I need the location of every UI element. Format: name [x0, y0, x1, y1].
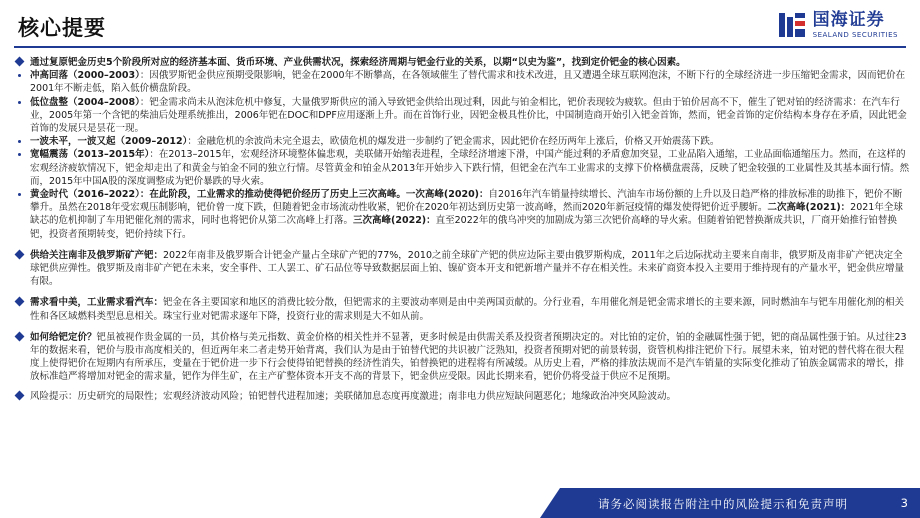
lead-text: 通过复原钯金历史5个阶段所对应的经济基本面、货币环境、产业供需状况，探索经济周期与钯金行业的关系，以期“以史为鉴”，找到定价钯金的核心因素。	[30, 57, 686, 68]
dot-bullet-icon	[18, 140, 21, 143]
risk-text: 风险提示：历史研究的局限性；宏观经济波动风险；铂钯替代进程加速；美联储加息态度再度激进；南非电力供应短缺问题恶化；地缘政治冲突风险波动。	[30, 390, 677, 402]
dot-bullet-icon	[18, 101, 21, 104]
phase-item	[14, 148, 910, 188]
section-text: 2022年南非及俄罗斯合计钯金产量占全球矿产钯的77%，2010之前全球矿产钯的供应边际主要由俄罗斯构成，2011年之后边际扰动主要来自南非，俄罗斯及南非矿产钯决定全球钯供应弹性。俄罗斯及南非矿产钯在未来，安全事件、工人罢工、矿石品位等导致数据层面上铂、镍矿资本开支和钯新增产量并不存在相关性。未来矿商资本投入主要用于维持现有的产量水平，钯金供应增量有限。	[30, 249, 905, 288]
section-supply	[14, 249, 910, 289]
diamond-bullet-icon	[15, 297, 25, 307]
phase-title: 一波未平，一波又起（2009–2012）	[30, 136, 188, 148]
phase-text: ：在2013–2015年，宏观经济环境整体偏悲观，美联储开始缩表进程，全球经济增速下滑，中国产能过剩的矛盾愈加突显，工业品陷入通缩，工业品面临通缩压力。然而，在这样的宏观经济疲软情况下，钯金却走出了和黄金与铂金不同的独立行情。尽管黄金和铂金从2013年开始步入下跌行情，但钯金在汽车工业需求的支撑下价格横盘震荡，反映了钯金较强的工业属性及其基本面行情。然而，2015年中国A股的深度调整成为钯价暴跌的导火索。	[30, 149, 910, 187]
phase-text: 自2016年汽车销量持续增长、汽油车市场份额的上升以及日趋严格的排放标准的助推下，钯价不断攀升。虽然在2018年受宏观压制影响，钯价曾一度下跌，但随着钯金市场流动性收紧，钯价在2020年初达到历史第一波高峰，然而2020年新冠疫情的爆发使得钯价近乎腰斩。	[30, 189, 903, 214]
phase-item	[14, 188, 910, 241]
section-title: 供给关注南非及俄罗斯矿产钯：	[30, 249, 164, 261]
phase-text: ：因俄罗斯钯金供应预期受限影响，钯金在2000年不断攀高，在各领域催生了替代需求和技术改进，且又遭遇全球互联网泡沫，不断下行的全球经济进一步压缩钯金需求，因而钯价在2001年不断走低，陷入低价横盘阶段。	[30, 70, 906, 95]
page-number: 3	[900, 496, 908, 510]
logo-chinese-name: 国海证券	[812, 9, 885, 30]
header-divider	[14, 46, 906, 48]
footer-disclaimer-notice: 请务必阅读报告附注中的风险提示和免责声明	[598, 497, 848, 511]
dot-bullet-icon	[18, 74, 21, 77]
page-header	[0, 0, 920, 50]
diamond-bullet-icon	[15, 331, 25, 341]
phase-item	[14, 69, 910, 95]
section-text: 钯金在各主要国家和地区的消费比较分散，但钯需求的主要波动率则是由中美两国贡献的。分行业看，车用催化剂是钯金需求增长的主要来源，同时燃油车与钯车用催化剂的相关性和各区域燃料类型息息相关。珠宝行业对钯需求逐年下降，投资行业的需求则是大不如从前。	[30, 297, 905, 322]
sealand-logo-icon	[777, 10, 807, 40]
section-title: 如何给钯定价？	[30, 331, 97, 343]
phase-end-bold: 三次高峰(2022)：	[353, 215, 436, 227]
phase-title: 黄金时代（2016–2022）	[30, 189, 140, 201]
section-pricing	[14, 331, 910, 384]
phase-mid-bold: 二次高峰(2021)：	[767, 202, 851, 214]
diamond-bullet-icon	[15, 249, 25, 259]
phase-text: ：钯金需求尚未从泡沫危机中修复，大量俄罗斯供应的涌入导致钯金供给出现过剩，因此与铂金相比，钯价表现较为疲软。但由于铂价居高不下，催生了钯对铂的经济需求：在汽车行业，2005年第一个含钯的柴油后处理系统推出，2006年钯在DOC和DPF应用逐渐上升。而在首饰行业，因钯金极具性价比，中国制造商开始引入钯金首饰，然而，钯金首饰的定价结构本身存在矛盾，因此钯金首饰的发展只是昙花一现。	[30, 96, 907, 135]
phase-item	[14, 135, 910, 148]
phase-end-text: 直至2022年的俄乌冲突的加剧成为第三次钯价高峰的导火索。但随着铂钯替换渐成共识，厂商开始推行铂替换钯，投资者预期转变，钯价持续下行。	[30, 215, 897, 240]
phase-title: 宽幅震荡（2013–2015年）	[30, 149, 150, 161]
section-text: 钯虽被视作贵金属的一员，其价格与美元指数、黄金价格的相关性并不显著，更多时候是由供需关系及投资者预期决定的。对比铂的定价，铂的金融属性强于钯，钯的商品属性强于铂。从过往23年的数据来看，钯价与股市高度相关的，但近两年来二者走势开始背离，我们认为是由于铂替代钯的共识被广泛熟知，投资者预期对钯的前景转弱，资管机构排注钯价下行。展望未来，铂对钯的替代将在很大程度上使得钯价在短期内有所承压，变量在于钯价进一步下行会使得铂钯替换的经济性消失，铂替换钯的进程将有所减缓。从历史上看，严格的排放法规而不是汽车销量的实际变化推动了铂族金属需求的增长，排放标准趋严将增加对钯金的需求量，钯作为伴生矿，在主产矿整体资本开支不高的背景下，钯金供应受限。因此长期来看，钯价仍将受益于供应不足预期。	[30, 331, 907, 383]
phase-text: ：金融危机的余波尚未完全退去，欧债危机的爆发进一步制约了钯金需求，因此钯价在经历两年上涨后，价格又开始震荡下跌。	[187, 136, 720, 148]
diamond-bullet-icon	[15, 57, 25, 67]
summary-lead	[14, 56, 910, 69]
phase-title: 冲高回落（2000–2003）	[30, 70, 140, 82]
diamond-bullet-icon	[15, 390, 25, 400]
phase-mid-text: 2021年全球缺芯的危机抑制了车用钯催化剂的需求，同时也将钯价从第二次高峰上打落。	[30, 202, 903, 227]
sealand-logo	[777, 8, 898, 42]
phase-title: 低位盘整（2004–2008）	[30, 96, 140, 108]
logo-english-name: SEALAND SECURITIES	[812, 30, 898, 39]
dot-bullet-icon	[18, 193, 21, 196]
section-title: 需求看中美，工业需求看汽车：	[30, 297, 164, 309]
summary-content	[14, 56, 910, 403]
phase-item	[14, 96, 910, 136]
risk-warning	[14, 390, 910, 403]
phase-lead-bold: ：在此阶段，工业需求的推动使得钯价经历了历史上三次高峰。一次高峰(2020)：	[139, 189, 489, 201]
page-title: 核心提要	[18, 16, 106, 40]
section-demand	[14, 296, 910, 322]
dot-bullet-icon	[18, 153, 21, 156]
